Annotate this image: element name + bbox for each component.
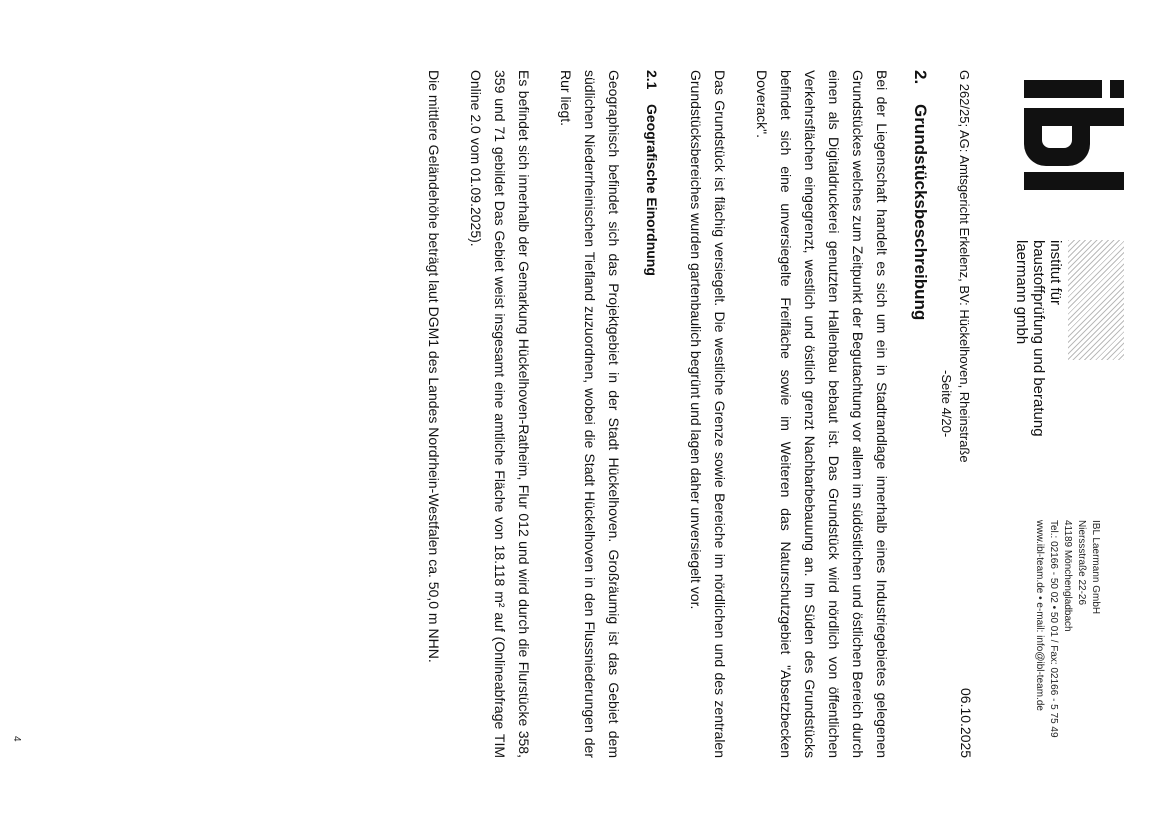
logo-tagline bbox=[1013, 240, 1064, 437]
company-address bbox=[1032, 520, 1102, 738]
logo-line-3: laermann gmbh bbox=[1013, 240, 1030, 345]
logo-line-2: baustoffprüfung und beratung bbox=[1030, 240, 1047, 437]
document-date: 06.10.2025 bbox=[958, 688, 974, 759]
address-line-5: www.ibl-team.de • e-mail: info@ibl-team.de bbox=[1034, 520, 1045, 711]
paragraph: Die mittlere Geländehöhe beträgt laut DGM1 des Landes Nordrhein-Westfalen ca. 50,0 m NHN. bbox=[426, 70, 442, 663]
address-line-3: 41189 Mönchengladbach bbox=[1062, 520, 1073, 632]
ibl-logo-mark-icon bbox=[1024, 80, 1124, 190]
subsection-heading bbox=[640, 70, 664, 758]
logo-line-1: institut für bbox=[1047, 240, 1064, 306]
document-body bbox=[404, 70, 932, 758]
reference-line: G 262/25; AG: Amtsgericht Erkelenz, BV: Hückelhoven, Rheinstraße bbox=[957, 70, 972, 463]
paragraph: Bei der Liegenschaft handelt es sich um ein in Stadtrandlage innerhalb eines Industriegebietes gelegenen Grundstückes welches zum Zeitpunkt der Begutachtung vor allem im südöstlichen und östlichen Bereich durch einen als Digitaldruckerei genutzten Hallenbau bebaut ist. Das Grundstück wird nördlich von öffentlichen Verkehrsflächen eingegrenzt, westlich und östlich grenzt Nachbarbebauung an. Im Süden des Grundstücks befindet sich eine unversiegelte Freifläche sowie im Weiteren das Naturschutzgebiet "Absetzbecken Doverack". bbox=[754, 70, 890, 758]
address-line-4: Tel.: 02166 - 50 02 • 50 01 / Fax: 02166 - 5 75 49 bbox=[1048, 520, 1059, 738]
page-number: 4 bbox=[11, 736, 22, 742]
page-label: -Seite 4/20- bbox=[939, 370, 954, 438]
address-line-2: Nierssstraße 22-26 bbox=[1076, 520, 1087, 606]
section-title: Grundstücksbeschreibung bbox=[911, 104, 930, 321]
paragraph: Das Grundstück ist flächig versiegelt. Die westliche Grenze sowie Bereiche im nördlichen und des zentralen Grundstücksbereiches wurden gartenbaulich begrünt und lagen daher unversiegelt vor. bbox=[688, 70, 728, 758]
section-number: 2. bbox=[911, 70, 930, 85]
paragraph: Geographisch befindet sich das Projektgebiet in der Stadt Hückelhoven. Großräumig ist das Gebiet dem südlichen Niederrheinischen Tiefland zuzuordnen, wobei die Stadt Hückelhoven in den Flussniederungen der Rur liegt. bbox=[558, 70, 622, 758]
subsection-title: Geografische Einordnung bbox=[644, 104, 660, 276]
address-line-1: IBL Laermann GmbH bbox=[1090, 520, 1101, 615]
section-heading bbox=[908, 70, 932, 758]
subsection-number: 2.1 bbox=[644, 70, 660, 90]
ibl-logo bbox=[996, 70, 1124, 437]
logo-hatch-pattern bbox=[1068, 240, 1124, 360]
paragraph: Es befindet sich innerhalb der Gemarkung Hückelhoven-Ratheim, Flur 012 und wird durch die Flurstücke 358, 359 und 71 gebildet Das Gebiet weist insgesamt eine amtliche Fläche von 18.118 m² auf (Onlineabfrage TIM Online 2.0 vom 01.09.2025). bbox=[468, 70, 532, 758]
